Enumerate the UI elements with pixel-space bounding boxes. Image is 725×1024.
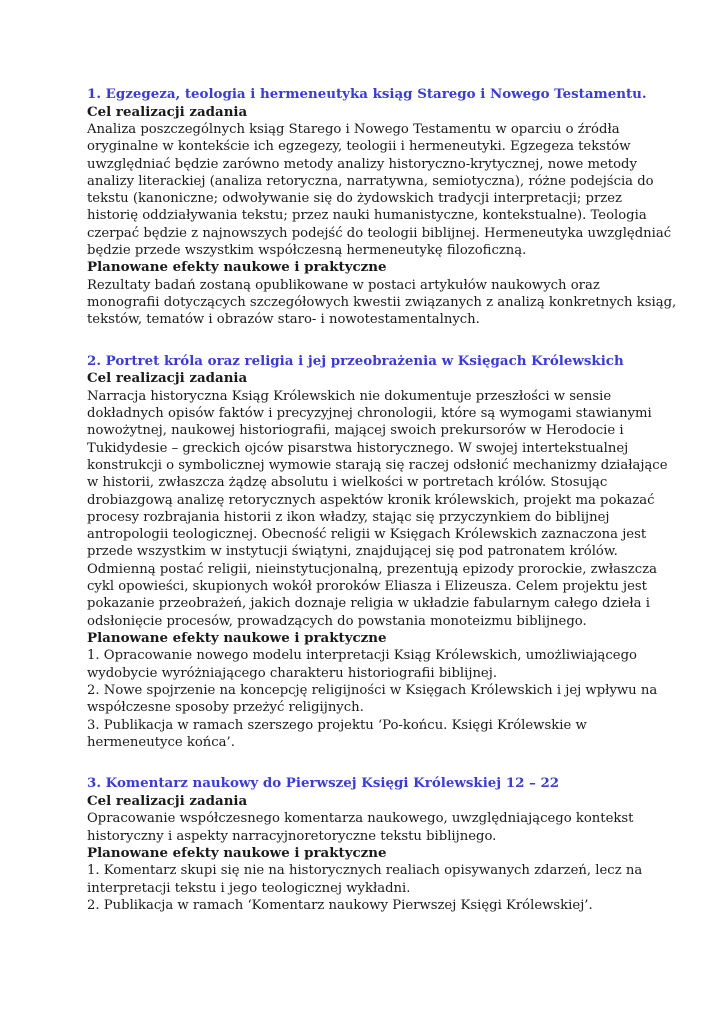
text-line: wydobycie wyróżniającego charakteru historiografii biblijnej. [87, 665, 498, 681]
section-2-effects-label: Planowane efekty naukowe i praktyczne [87, 629, 387, 646]
text-line: analizy literackiej (analiza retoryczna, narratywna, semiotyczna), różne podejścia do [87, 173, 654, 189]
text-line: cykl opowieści, skupionych wokół proroków Eliasza i Elizeusza. Celem projektu jest [87, 579, 647, 595]
text-line: 1. Komentarz skupi się nie na historycznych realiach opisywanych zdarzeń, lecz na [87, 863, 643, 879]
text-line: Tukidydesie – greckich ojców pisarstwa historycznego. W swojej intertekstualnej [87, 440, 629, 456]
text-line: Narracja historyczna Ksiąg Królewskich nie dokumentuje przeszłości w sensie [87, 388, 612, 404]
text-line: uwzględniać będzie zarówno metody analizy historyczno-krytycznej, nowe metody [87, 156, 637, 172]
section-1-goal-text [87, 121, 672, 259]
text-line: konstrukcji o symbolicznej wymowie starają się raczej odsłonić mechanizmy działające [87, 457, 668, 473]
text-line: historię oddziaływania tekstu; przez nauki humanistyczne, kontekstualne). Teologia [87, 208, 647, 224]
section-1-effects-text [87, 277, 677, 329]
section-1-effects-label: Planowane efekty naukowe i praktyczne [87, 259, 387, 276]
text-line: historyczny i aspekty narracyjnoretoryczne tekstu biblijnego. [87, 828, 497, 844]
text-line: drobiazgową analizę retorycznych aspektów kronik królewskich, projekt ma pokazać [87, 492, 655, 508]
section-2 [87, 352, 668, 751]
section-2-effects-text [87, 647, 658, 751]
text-line: 3. Publikacja w ramach szerszego projektu ‘Po-końcu. Księgi Królewskie w [87, 717, 587, 733]
section-2-title: 2. Portret króla oraz religia i jej przeobrażenia w Księgach Królewskich [87, 352, 624, 369]
text-line: dokładnych opisów faktów i precyzyjnej chronologii, które są wymogami stawianymi [87, 406, 652, 422]
text-line: monografii dotyczących szczegółowych kwestii związanych z analizą konkretnych ksiąg, [87, 295, 677, 311]
section-3-goal-label: Cel realizacji zadania [87, 792, 248, 809]
text-line: Odmienną postać religii, nieinstytucjonalną, prezentują epizody prorockie, zwłaszcza [87, 561, 657, 577]
text-line: pokazanie przeobrażeń, jakich doznaje religia w układzie fabularnym całego dzieła i [87, 596, 650, 612]
text-line: 2. Nowe spojrzenie na koncepcję religijności w Księgach Królewskich i jej wpływu na [87, 683, 658, 699]
text-line: interpretacji tekstu i jego teologicznej wykładni. [87, 880, 411, 896]
document-page [87, 86, 677, 938]
text-line: hermeneutyce końca’. [87, 734, 235, 750]
text-line: Analiza poszczególnych ksiąg Starego i Nowego Testamentu w oparciu o źródła [87, 122, 620, 137]
section-3 [87, 775, 642, 914]
text-line: będzie przede wszystkim współczesną hermeneutykę filozoficzną. [87, 243, 527, 259]
text-line: czerpać będzie z najnowszych podejść do teologii biblijnej. Hermeneutyka uwzględniać [87, 225, 672, 241]
text-line: antropologii teologicznej. Obecność religii w Księgach Królewskich zaznaczona jest [87, 527, 647, 543]
text-line: w historii, zwłaszcza żądzę absolutu i wielkości w portretach królów. Stosując [87, 475, 608, 491]
section-2-goal-text [87, 388, 668, 630]
text-line: tekstu (kanoniczne; odwoływanie się do żydowskich tradycji interpretacji; przez [87, 191, 622, 207]
section-3-effects-label: Planowane efekty naukowe i praktyczne [87, 844, 387, 861]
text-line: 2. Publikacja w ramach ‘Komentarz naukowy Pierwszej Księgi Królewskiej’. [87, 897, 593, 913]
section-3-effects-text [87, 862, 642, 914]
text-line: Rezultaty badań zostaną opublikowane w postaci artykułów naukowych oraz [87, 277, 600, 293]
text-line: oryginalne w kontekście ich egzegezy, teologii i hermeneutyki. Egzegeza tekstów [87, 139, 631, 155]
section-3-goal-text [87, 810, 642, 845]
text-line: współczesne sposoby przeżyć religijnych. [87, 700, 364, 716]
section-1-title: 1. Egzegeza, teologia i hermeneutyka ksiąg Starego i Nowego Testamentu. [87, 86, 647, 102]
text-line: procesy rozbrajania historii z ikon władzy, stając się przyczynkiem do biblijnej [87, 509, 610, 525]
section-2-goal-label: Cel realizacji zadania [87, 370, 248, 387]
section-3-title: 3. Komentarz naukowy do Pierwszej Księgi Królewskiej 12 – 22 [87, 775, 560, 792]
text-line: 1. Opracowanie nowego modelu interpretacji Ksiąg Królewskich, umożliwiającego [87, 648, 637, 664]
section-1-goal-label: Cel realizacji zadania [87, 103, 248, 120]
section-1 [87, 86, 677, 329]
text-line: Opracowanie współczesnego komentarza naukowego, uwzględniającego kontekst [87, 811, 634, 827]
text-line: tekstów, tematów i obrazów staro- i nowotestamentalnych. [87, 312, 480, 328]
text-line: nowożytnej, naukowej historiografii, mającej swoich prekursorów w Herodocie i [87, 423, 624, 439]
text-line: odsłonięcie procesów, prowadzących do powstania monoteizmu biblijnego. [87, 613, 587, 629]
text-line: przede wszystkim w instytucji świątyni, znajdującej się pod patronatem królów. [87, 544, 618, 560]
